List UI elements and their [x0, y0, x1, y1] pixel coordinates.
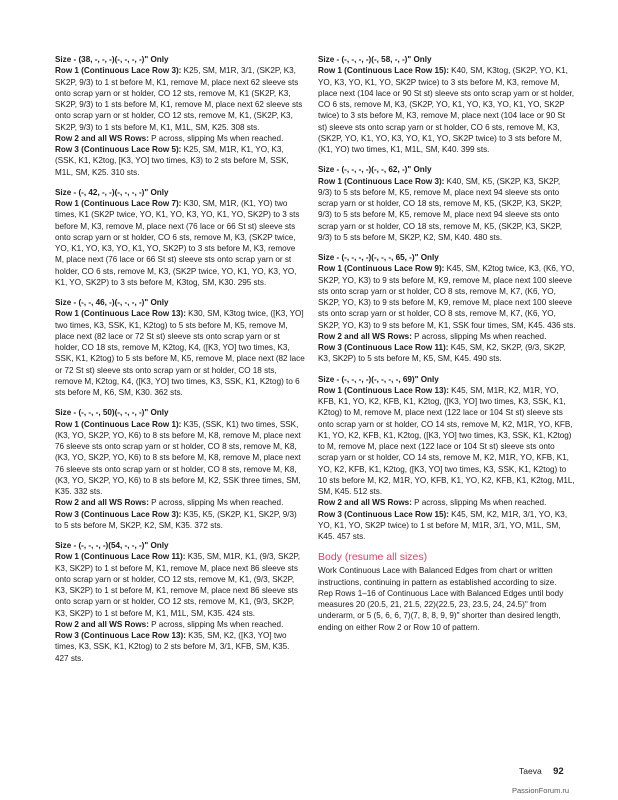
size-heading: Size - (-, -, -, 50)(-, -, -, -)" Only: [55, 408, 169, 418]
size-section: [318, 252, 576, 365]
size-section: [318, 54, 576, 155]
instruction-row: [318, 385, 576, 498]
page-footer: [519, 766, 564, 777]
row-label: Row 1 (Continuous Lace Row 13):: [55, 309, 186, 319]
instruction-row: [55, 497, 305, 508]
size-section: [55, 407, 305, 531]
row-instructions: K45, SM, K2tog twice, K3, (K6, YO, SK2P, YO, K3) to 9 sts before M, K9, remove M, place next 100 sleeve sts onto scrap yarn or st holder, CO 8 sts, remove M, K7, (K6, YO, SK2P, YO, K3) to 9 sts before M, K9, remove M, place next 100 sleeve sts onto scrap yarn or st holder, CO 8 sts, remove M, K7, (K6, YO, SK2P, YO, K3) to 9 sts before M, K1, SSK four times, SM, K45. 436 sts.: [318, 264, 576, 330]
right-column: [318, 54, 576, 633]
size-section: [318, 164, 576, 243]
row-label: Row 2 and all WS Rows:: [318, 331, 412, 341]
publication-name: Taeva: [519, 766, 542, 776]
row-label: Row 1 (Continuous Lace Row 11):: [55, 552, 186, 562]
size-heading: Size - (-, -, -, -)(54, -, -, -)" Only: [55, 541, 169, 550]
row-label: Row 1 (Continuous Lace Row 13):: [318, 385, 449, 395]
row-label: Row 1 (Continuous Lace Row 1):: [55, 419, 182, 429]
size-heading: Size - (-, -, 46, -)(-, -, -, -)" Only: [55, 298, 169, 307]
instruction-row: [55, 630, 305, 664]
row-instructions: P across, slipping Ms when reached.: [411, 331, 547, 341]
row-label: Row 2 and all WS Rows:: [55, 133, 149, 143]
row-instructions: K25, SM, M1R, K1, YO, K3, (SSK, K1, K2tog, [K3, YO] two times, K3) to 2 sts before M, SSK, M1L, SM, K25. 310 sts.: [55, 145, 289, 177]
row-label: Row 1 (Continuous Lace Row 9):: [318, 264, 445, 274]
row-instructions: K35, K5, (SK2P, K1, SK2P, 9/3) to 5 sts before M, SK2P, K2, SM, K35. 372 sts.: [55, 509, 297, 530]
size-heading: Size - (-, -, -, -)(-, -, -, -, 69)" Only: [318, 374, 439, 384]
instruction-row: [318, 176, 576, 244]
size-section: [318, 374, 576, 543]
size-section: [55, 187, 305, 288]
row-instructions: K40, SM, K5, (SK2P, K3, SK2P, 9/3) to 5 sts before M, K5, remove M, place next 94 sleeve sts onto scrap yarn or st holder, CO 18 sts, remove M, K5, (SK2P, K3, SK2P, 9/3) to 5 sts before M, K5, remove M, place next 94 sleeve sts onto scrap yarn or st holder, CO 18 sts, remove M, K5, (SK2P, K3, SK2P, 9/3) to 5 sts before M, SK2P, K2, SM, K40. 480 sts.: [318, 176, 563, 242]
size-heading: Size - (-, -, -, -)(-, -, 62, -)" Only: [318, 165, 432, 175]
instruction-row: [55, 419, 305, 498]
row-label: Row 2 and all WS Rows:: [318, 498, 412, 508]
instruction-row: [318, 509, 576, 543]
row-label: Row 1 (Continuous Lace Row 15):: [318, 66, 449, 76]
size-section: [55, 54, 305, 178]
body-section-heading: Body (resume all sizes): [318, 551, 428, 564]
instruction-row: [318, 263, 576, 331]
row-label: Row 1 (Continuous Lace Row 3):: [55, 66, 182, 76]
instruction-row: [55, 133, 305, 144]
row-label: Row 2 and all WS Rows:: [55, 498, 149, 508]
row-instructions: P across, slipping Ms when reached.: [148, 133, 284, 143]
row-instructions: P across, slipping Ms when reached.: [411, 498, 547, 508]
instruction-row: [55, 509, 305, 532]
body-paragraph-2: Rep Rows 1–16 of Continuous Lace with Balanced Edges until body measures 20 (20.5, 21, 21.5, 22)(22.5, 23, 23.5, 24, 24.5)" from underarm, or 5 (5, 6, 6, 7)(7, 8, 8, 9, 9)" shorter than desired length, ending on either Row 2 or Row 10 of pattern.: [318, 588, 564, 632]
row-instructions: K25, SM, M1R, 3/1, (SK2P, K3, SK2P, 9/3) to 1 st before M, K1, remove M, place next 62 sleeve sts onto scrap yarn or st holder, CO 12 sts, remove M, K1 (SK2P, K3, SK2P, 9/3) to 1 sts before M, K1, remove M, place next 62 sleeve sts onto scrap yarn or st holder, CO 12 sts, remove M, K1, (SK2P, K3, SK2P, 9/3) to 1 sts before M, K1, M1L, SM, K25. 308 sts.: [55, 66, 303, 132]
row-instructions: K45, SM, K2, M1R, 3/1, YO, K3, YO, K1, YO, SK2P twice) to 1 st before M, M1R, 3/1, YO, M1L, SM, K45. 457 sts.: [318, 509, 568, 541]
row-label: Row 2 and all WS Rows:: [55, 619, 149, 629]
row-instructions: K45, SM, M1R, K2, M1R, YO, KFB, K1, YO, K2, KFB, K1, K2tog, ([K3, YO] two times, K3, SSK, K1, K2tog) to M, remove M, place next (122 lace or 104 St st) sleeve sts onto scrap yarn or st holder, CO 14 sts, remove M, K2, M1R, YO, KFB, K1, YO, K2, KFB, K1, K2tog, ([K3, YO] two times, K3, SSK, K1, K2tog) to M, remove M, place next (122 lace or 104 St st) sleeve sts onto scrap yarn or st holder, CO 14 sts, remove M, K2, M1R, YO, KFB, K1, YO, K2, KFB, K1, K2tog, ([K3, YO] two times, K3, SSK, K1, K2tog) to 10 sts before M, K2, M1R, YO, KFB, K1, YO, K2, KFB, K1, K2tog, M1L, SM, K45. 512 sts.: [318, 385, 575, 496]
size-heading: Size - (-, -, -, -)(-, -, -, 65, -)" Only: [318, 253, 439, 262]
row-instructions: K30, SM, K3tog twice, ([K3, YO] two times, K3, SSK, K1, K2tog) to 5 sts before M, K5, remove M, place next (82 lace or 72 St st) sleeve sts onto scrap yarn or st holder, CO 18 sts, remove M, K2tog, K4, ([K3, YO] two times, K3, SSK, K1, K2tog) to 5 sts before M, K5, remove M, place next (82 lace or 72 St st) sleeve sts onto scrap yarn or st holder, CO 18 sts, remove M, K2tog, K4, ([K3, YO] two times, K3, SSK, K1, K2tog) to 6 sts before M, K6, SM, K30. 362 sts.: [55, 309, 305, 397]
row-instructions: P across, slipping Ms when reached.: [148, 619, 284, 629]
watermark: PassionForum.ru: [512, 786, 570, 795]
row-instructions: K30, SM, M1R, (K1, YO) two times, K1 (SK2P twice, YO, K1, YO, K3, YO, K1, YO, SK2P) to 3 sts before M, K3, remove M, place next (76 lace or 66 St st) sleeve sts onto scrap yarn or st holder, CO 6 sts, remove M, K3, (SK2P twice, YO, K1, YO, K3, YO, K1, YO, SK2P) to 3 sts before M, K3, remove M, place next (76 lace or 66 St st) sleeve sts onto scrap yarn or st holder, CO 6 sts, remove M, K3, (SK2P twice, YO, K1, YO, K3, YO, K1, YO, SK2P) to 3 sts before M, K3tog, SM, K30. 295 sts.: [55, 199, 300, 287]
instruction-row: [55, 144, 305, 178]
left-column: [55, 54, 305, 673]
row-label: Row 3 (Continuous Lace Row 11):: [318, 343, 449, 352]
row-instructions: P across, slipping Ms when reached.: [148, 498, 284, 508]
row-label: Row 1 (Continuous Lace Row 7):: [55, 199, 182, 208]
row-label: Row 3 (Continuous Lace Row 13):: [55, 631, 186, 640]
row-instructions: K40, SM, K3tog, (SK2P, YO, K1, YO, K3, YO, K1, YO, SK2P twice) to 3 sts before M, K3, remove M, place next (104 lace or 90 St st) sleeve sts onto scrap yarn or st holder, CO 6 sts, remove M, K3, (SK2P, YO, K1, YO, K3, YO, K1, YO, SK2P twice) to 3 sts before M, K3, remove M, place next (104 lace or 90 St st) sleeve sts onto scrap yarn or st holder, CO 6 sts, remove M, K3, (SK2P, YO, K1, YO, K3, YO, K1, YO, SK2P twice) to 3 sts before M, (K1, YO) two times, K1, M1L, SM, K40. 399 sts.: [318, 66, 575, 154]
size-section: [55, 297, 305, 398]
instruction-row: [318, 65, 576, 155]
row-instructions: K35, (SSK, K1) two times, SSK, (K3, YO, SK2P, YO, K6) to 8 sts before M, K8, remove M, place next 76 sleeve sts onto scrap yarn or st holder, CO 8 sts, remove M, K8, (K3, YO, SK2P, YO, K6) to 8 sts before M, K8, remove M, place next 76 sleeve sts onto scrap yarn or st holder, CO 8 sts, remove M, K8, (K3, YO, SK2P, YO, K6) to 8 sts before M, K2, SSK three times, SM, K35. 332 sts.: [55, 419, 301, 496]
instruction-row: [318, 497, 576, 508]
row-instructions: K45, SM, K2, SK2P, (9/3, SK2P, K3, SK2P) to 5 sts before M, K5, SM, K45. 490 sts.: [318, 343, 566, 364]
row-label: Row 3 (Continuous Lace Row 3):: [55, 509, 182, 519]
size-section: [55, 540, 305, 664]
instruction-row: [55, 198, 305, 288]
size-heading: Size - (-, 42, -, -)(-, -, -, -)" Only: [55, 187, 169, 197]
row-instructions: K35, SM, M1R, K1, (9/3, SK2P, K3, SK2P) to 1 st before M, K1, remove M, place next 86 sleeve sts onto scrap yarn or st holder, CO 12 sts, remove M, K1, (9/3, SK2P, K3, SK2P) to 1 st before M, K1, remove M, place next 86 sleeve sts onto scrap yarn or st holder, CO 12 sts, remove M, K1, (9/3, SK2P, K3, SK2P) to 1 st before M, K1, M1L, SM, K35. 424 sts.: [55, 552, 301, 618]
row-label: Row 3 (Continuous Lace Row 5):: [55, 145, 182, 154]
row-label: Row 1 (Continuous Lace Row 3):: [318, 176, 445, 186]
row-label: Row 3 (Continuous Lace Row 15):: [318, 509, 449, 519]
size-heading: Size - (-, -, -, -)(-, 58, -, -)" Only: [318, 55, 432, 64]
body-paragraph-1: Work Continuous Lace with Balanced Edges from chart or written instructions, continuing in pattern as established according to size.: [318, 566, 557, 587]
page-number: 92: [553, 766, 564, 777]
size-heading: Size - (38, -, -, -)(-, -, -, -)" Only: [55, 55, 169, 64]
row-instructions: K35, SM, K2, ([K3, YO] two times, K3, SSK, K1, K2tog) to 2 sts before M, 3/1, KFB, SM, K35. 427 sts.: [55, 631, 290, 663]
instruction-row: [55, 619, 305, 630]
instruction-row: [55, 551, 305, 619]
instruction-row: [318, 331, 576, 342]
instruction-row: [318, 342, 576, 365]
instruction-row: [55, 65, 305, 133]
instruction-row: [55, 308, 305, 398]
